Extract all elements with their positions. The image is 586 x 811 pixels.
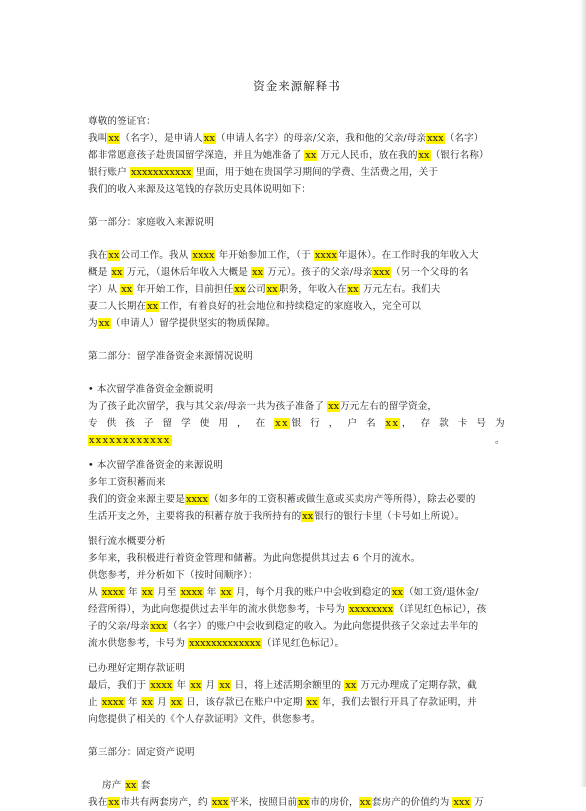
placeholder-highlight: xx: [298, 797, 310, 808]
page-edge-shadow: [580, 0, 586, 787]
placeholder-highlight: xx: [220, 587, 232, 598]
placeholder-highlight: xx: [359, 797, 371, 808]
text-run: （另一个父母的名: [391, 267, 469, 278]
placeholder-highlight: xxx: [373, 267, 391, 278]
placeholder-highlight: xx: [385, 418, 400, 429]
part1-heading: 第一部分：家庭收入来源说明: [88, 217, 215, 228]
placeholder-highlight: xxxxxxxx: [349, 604, 394, 615]
placeholder-highlight: xx: [345, 680, 357, 691]
placeholder-highlight: xxxx: [101, 587, 124, 598]
text-run: 我们的资金来源主要是: [88, 494, 185, 505]
text-run: 万元人民币，放在我的: [317, 150, 418, 161]
text-run: （名字）的账户中会收到稳定的收入。为此向您提供孩子父亲过去半年的: [168, 621, 479, 632]
text-run: 生活开支之外，主要将我的积蓄存放于我所持有的: [88, 511, 302, 522]
text-run: 套: [137, 780, 151, 791]
text-run: 公司工作。我从: [120, 250, 192, 261]
text-line: [88, 711, 506, 728]
placeholder-highlight: xx: [305, 150, 317, 161]
document-page: [88, 78, 506, 811]
text-run: 银 行 ， 户 名: [289, 418, 385, 429]
text-run: （申请人）留学提供坚实的物质保障。: [110, 318, 276, 329]
document-title: 资金来源解释书: [253, 79, 341, 93]
text-run: 里面，用于她在贵国学习期间的学费、生活费之用，关于: [192, 167, 439, 178]
text-line: [88, 635, 506, 652]
placeholder-highlight: xx: [252, 267, 264, 278]
text-run: 概是: [88, 267, 111, 278]
text-line: [88, 567, 506, 584]
placeholder-highlight: xxx: [427, 133, 444, 144]
placeholder-highlight: xxxxxxxxxxx: [130, 167, 192, 178]
placeholder-highlight: xx: [147, 301, 159, 312]
bullet1-title: • 本次留学准备资金金额说明: [88, 384, 214, 395]
text-run: 月: [153, 697, 170, 708]
placeholder-highlight: xx: [108, 797, 120, 808]
text-run: 年退休）。在工作时我的年收入大: [337, 250, 479, 261]
savings-body: [88, 491, 506, 525]
text-run: 专 供 孩 子 留 学 使 用 ， 在: [88, 418, 275, 429]
text-run: （名字），是申请人: [120, 133, 203, 144]
text-run: 套房产的价值约为: [371, 797, 453, 808]
text-run: 从: [88, 587, 101, 598]
placeholder-highlight: xxx: [150, 621, 168, 632]
text-run: 经营所得），为此向您提供过去半年的流水供您参考，卡号为: [88, 604, 349, 615]
placeholder-highlight: xxxx: [192, 250, 215, 261]
bullet1-line1: [88, 398, 506, 415]
property-body: [88, 794, 506, 811]
placeholder-highlight: xxxx: [314, 250, 337, 261]
text-run: 平米，按照目前: [229, 797, 298, 808]
text-run: （如多年的工资积蓄或做生意或买卖房产等所得），除去必要的: [208, 494, 476, 505]
placeholder-highlight: xxxx: [180, 587, 203, 598]
text-line: [88, 677, 506, 694]
placeholder-highlight: xx: [391, 587, 403, 598]
part3-heading: 第三部分：固定资产说明: [88, 747, 195, 758]
bullet2-title: • 本次留学准备资金的来源说明: [88, 460, 223, 471]
text-line: [88, 181, 506, 198]
text-run: 万元，（退休后年收入大概是: [123, 267, 252, 278]
text-line: [88, 164, 506, 181]
placeholder-highlight: xx: [275, 418, 289, 429]
text-run: 年: [203, 587, 220, 598]
text-run: 年开始参加工作，（于: [215, 250, 314, 261]
text-run: （详见红色标记），孩: [394, 604, 487, 615]
greeting: 尊敬的签证官：: [88, 116, 156, 127]
text-line: [88, 508, 506, 525]
placeholder-highlight: xx: [347, 284, 359, 295]
text-line: [88, 491, 506, 508]
flow-body: [88, 550, 506, 652]
text-run: 万元左右。我们夫: [359, 284, 441, 295]
text-line: [88, 247, 506, 264]
text-run: 为了孩子此次留学，我与其父亲/母亲一共为孩子准备了: [88, 401, 328, 412]
text-run: 日，将上述活期余额里的: [231, 680, 345, 691]
text-run: 市的房价，: [310, 797, 359, 808]
text-line: [88, 550, 506, 567]
placeholder-highlight: xxx: [211, 797, 229, 808]
placeholder-highlight: xx: [108, 133, 120, 144]
text-run: 万元）。孩子的父亲/母亲: [264, 267, 373, 278]
text-line: [88, 618, 506, 635]
text-run: 向您提供了相关的《个人存款证明》文件，供您参考。: [88, 714, 321, 725]
placeholder-highlight: xx: [266, 284, 278, 295]
placeholder-highlight: xx: [141, 587, 153, 598]
text-run: （如工资/退休金/: [403, 587, 479, 598]
text-run: 字）从: [88, 284, 121, 295]
text-line: [88, 298, 506, 315]
text-run: 我叫: [88, 133, 108, 144]
placeholder-highlight: xx: [170, 697, 182, 708]
text-run: 万: [471, 797, 484, 808]
text-run: 月至: [153, 587, 180, 598]
deposit-body: [88, 677, 506, 728]
part1-body: [88, 247, 506, 332]
text-run: 供您参考，并分析如下（按时间顺序）：: [88, 570, 258, 581]
placeholder-highlight: xxxxxxxxxxxx: [89, 435, 171, 446]
text-run: 职务，年收入在: [278, 284, 347, 295]
text-run: 银行的银行卡里（卡号如上所说）。: [314, 511, 465, 522]
text-line: [88, 281, 506, 298]
text-run: ， 存 款 卡 号 为: [400, 418, 506, 429]
text-run: 为: [88, 318, 98, 329]
text-line: [88, 694, 506, 711]
placeholder-highlight: xx: [141, 697, 153, 708]
text-line: [88, 147, 506, 164]
text-run: 妻二人长期在: [88, 301, 147, 312]
deposit-title: 已办理好定期存款证明: [88, 663, 185, 674]
text-line: [88, 601, 506, 618]
placeholder-highlight: xx: [302, 511, 314, 522]
placeholder-highlight: xx: [306, 697, 318, 708]
text-run: 月，每个月我的账户中会收到稳定的: [232, 587, 391, 598]
text-run: 年: [124, 697, 141, 708]
text-run: 我们的收入来源及这笔钱的存款历史具体说明如下：: [88, 184, 311, 195]
placeholder-highlight: xx: [98, 318, 110, 329]
text-run: 银行账户: [88, 167, 130, 178]
placeholder-highlight: xx: [190, 680, 202, 691]
text-run: 我在: [88, 250, 108, 261]
text-run: 年，我们去银行开具了存款证明，并: [318, 697, 477, 708]
placeholder-highlight: xxx: [453, 797, 471, 808]
savings-title: 多年工资积蓄而来: [88, 477, 166, 488]
text-run: 年: [124, 587, 141, 598]
flow-title: 银行流水概要分析: [88, 536, 166, 547]
text-run: 最后，我们于: [88, 680, 150, 691]
placeholder-highlight: xx: [108, 250, 120, 261]
text-run: 万元办理成了定期存款，截: [357, 680, 477, 691]
placeholder-highlight: xx: [125, 780, 137, 791]
text-run: 流水供您参考，卡号为: [88, 638, 189, 649]
text-run: 月: [202, 680, 219, 691]
text-run: 工作，有着良好的社会地位和持续稳定的家庭收入，完全可以: [159, 301, 421, 312]
text-run: 公司: [246, 284, 266, 295]
text-run: 多年来，我积极进行着资金管理和储蓄。为此向您提供其过去 6 个月的流水。: [88, 553, 421, 564]
placeholder-highlight: xx: [203, 133, 215, 144]
text-run: 年开始工作，目前担任: [133, 284, 234, 295]
property-title: [88, 777, 506, 794]
placeholder-highlight: xx: [328, 401, 340, 412]
text-run: 都非常愿意孩子赴贵国留学深造，并且为她准备了: [88, 150, 305, 161]
placeholder-highlight: xx: [121, 284, 133, 295]
placeholder-highlight: xx: [111, 267, 123, 278]
text-line: [88, 584, 506, 601]
text-line: [88, 130, 506, 147]
text-run: 。: [171, 435, 506, 446]
text-run: 房产: [102, 780, 125, 791]
text-run: 我在: [88, 797, 108, 808]
text-run: 止: [88, 697, 101, 708]
text-run: 日，该存款已在账户中定期: [182, 697, 306, 708]
placeholder-highlight: xxxxxxxxxxxxx: [189, 638, 261, 649]
text-run: 万元左右的留学资金，: [340, 401, 438, 412]
placeholder-highlight: xxxx: [185, 494, 208, 505]
text-line: [88, 264, 506, 281]
bullet1-line2: [88, 415, 506, 449]
part2-heading: 第二部分：留学准备资金来源情况说明: [88, 351, 253, 362]
placeholder-highlight: xxxx: [101, 697, 124, 708]
placeholder-highlight: xx: [219, 680, 231, 691]
placeholder-highlight: xx: [418, 150, 430, 161]
text-run: （详见红色标记）。: [261, 638, 345, 649]
text-run: （申请人名字）的母亲/父亲，我和他的父亲/母亲: [215, 133, 427, 144]
text-run: 子的父亲/母亲: [88, 621, 150, 632]
text-run: （银行名称）: [430, 150, 489, 161]
text-run: 年: [173, 680, 190, 691]
placeholder-highlight: xxxx: [150, 680, 173, 691]
intro-paragraph: [88, 130, 506, 198]
text-run: （名字）: [444, 133, 484, 144]
text-line: [88, 315, 506, 332]
placeholder-highlight: xx: [234, 284, 246, 295]
text-run: 市共有两套房产，约: [120, 797, 211, 808]
